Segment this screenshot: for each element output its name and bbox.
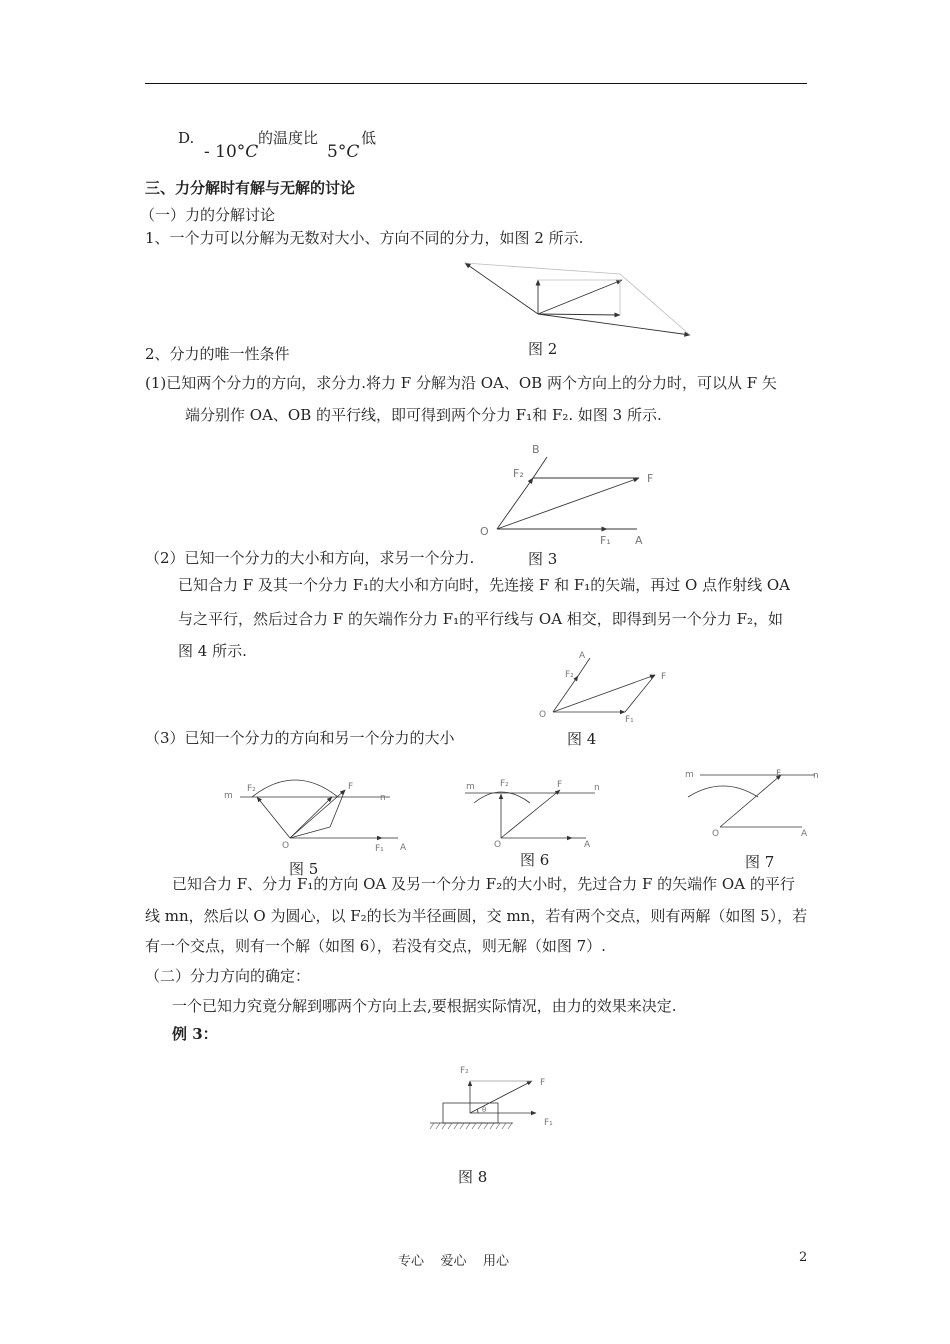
label-o: O (480, 525, 489, 538)
label-a: A (579, 651, 586, 661)
label-o: O (282, 841, 290, 851)
temperature-2: 5°C (327, 142, 360, 162)
label-f2: F₂ (460, 1066, 469, 1076)
label-m: m (224, 791, 233, 801)
label-f: F (776, 769, 782, 779)
paragraph-1: 1、一个力可以分解为无数对大小、方向不同的分力，如图 2 所示. (145, 229, 584, 247)
footer-motto: 专心 爱心 用心 (398, 1254, 510, 1269)
figure-4-caption: 图 4 (567, 730, 597, 748)
label-f2: F₂ (247, 784, 256, 794)
case-3-line-1: 已知合力 F、分力 F₁的方向 OA 及另一个分力 F₂的大小时，先过合力 F 的矢端作 OA 的平行 (172, 875, 795, 893)
case-1-line-2: 端分别作 OA、OB 的平行线，即可得到两个分力 F₁和 F₂. 如图 3 所示. (185, 406, 662, 424)
label-m: m (466, 782, 475, 792)
label-f1: F₁ (544, 1118, 553, 1128)
subsection-2-title: （二）分力方向的确定： (145, 967, 311, 985)
label-theta: θ (482, 1106, 487, 1114)
label-f: F (557, 780, 563, 790)
case-3-line-3: 有一个交点，则有一个解（如图 6），若没有交点，则无解（如图 7）. (145, 937, 606, 955)
label-o: O (712, 829, 720, 839)
label-a: A (584, 840, 591, 850)
figure-2-diagram (460, 258, 700, 343)
label-a: A (801, 829, 808, 839)
label-n: n (594, 783, 600, 793)
label-f1: F₁ (375, 844, 384, 854)
label-f2: F₂ (500, 779, 509, 789)
section-heading: 三、力分解时有解与无解的讨论 (145, 179, 356, 197)
figure-5-diagram (220, 775, 420, 855)
label-f: F (348, 782, 354, 792)
label-f: F (661, 672, 667, 682)
figure-6-caption: 图 6 (520, 851, 550, 869)
figure-7-diagram (680, 765, 820, 845)
label-f1: F₁ (600, 534, 611, 547)
figure-2-caption: 图 2 (528, 340, 558, 358)
label-n: n (813, 771, 819, 781)
paragraph-3: 一个已知力究竟分解到哪两个方向上去,要根据实际情况，由力的效果来决定. (172, 997, 677, 1015)
label-f1: F₁ (625, 715, 634, 725)
figure-4-diagram (535, 650, 675, 728)
case-2-line-3: 图 4 所示. (178, 642, 247, 660)
figure-8-caption: 图 8 (458, 1168, 488, 1186)
subsection-1-title: （一）力的分解讨论 (140, 206, 276, 224)
paragraph-2: 2、分力的唯一性条件 (145, 345, 290, 363)
label-f: F (647, 472, 654, 485)
low-text: 低 (361, 129, 377, 147)
label-b: B (532, 443, 540, 456)
header-rule (145, 83, 807, 84)
temperature-1: - 10°C (204, 142, 259, 162)
label-f2: F₂ (513, 467, 524, 480)
case-1-line-1: (1)已知两个分力的方向，求分力.将力 F 分解为沿 OA、OB 两个方向上的分力时，可以从 F 矢 (145, 374, 777, 392)
figure-8-diagram (428, 1063, 568, 1135)
label-a: A (635, 534, 643, 547)
case-2-line-2: 与之平行，然后过合力 F 的矢端作分力 F₁的平行线与 OA 相交，即得到另一个分力 F₂，如 (178, 610, 783, 628)
label-o: O (494, 840, 502, 850)
figure-7-caption: 图 7 (745, 853, 775, 871)
example-label: 例 3： (172, 1025, 218, 1043)
figure-3-caption: 图 3 (528, 550, 558, 568)
label-o: O (539, 710, 547, 720)
figure-3-diagram (475, 440, 675, 550)
label-n: n (380, 793, 386, 803)
case-2-line-1: 已知合力 F 及其一个分力 F₁的大小和方向时，先连接 F 和 F₁的矢端，再过 O 点作射线 OA (178, 576, 791, 594)
option-d-label: D. (178, 129, 195, 147)
page-number: 2 (799, 1250, 808, 1265)
comparison-text: 的温度比 (258, 129, 319, 147)
figure-6-diagram (460, 772, 610, 852)
case-3-title: （3）已知一个分力的方向和另一个分力的大小 (145, 729, 455, 747)
label-f: F (540, 1078, 546, 1088)
case-3-line-2: 线 mn，然后以 O 为圆心，以 F₂的长为半径画圆，交 mn，若有两个交点，则有两解（如图 5），若 (145, 907, 808, 925)
label-f2: F₂ (565, 670, 574, 680)
label-m: m (685, 770, 694, 780)
case-2-title: （2）已知一个分力的大小和方向，求另一个分力. (145, 549, 475, 567)
label-a: A (400, 843, 407, 853)
figure-5-caption: 图 5 (289, 860, 319, 878)
